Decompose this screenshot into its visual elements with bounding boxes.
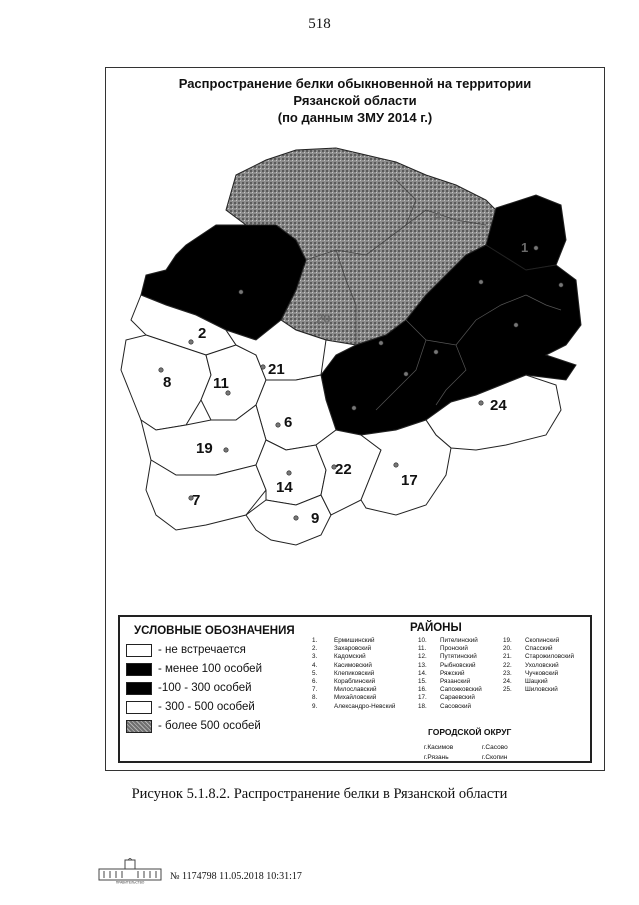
district-centre [224,448,228,452]
district-entry: 25. Шиловский [503,686,558,694]
district-centre [514,323,518,327]
district-entry: 24. Шацкий [503,678,548,686]
region-label-2: 2 [198,325,207,342]
district-entry: 3. Кадомский [312,653,366,661]
legend-swatch [126,720,152,733]
legend-label: - не встречается [158,644,246,656]
legend-item [126,642,246,658]
legend-item [126,661,262,677]
region-label-4: 4 [434,208,442,223]
region-label-9: 9 [311,510,320,527]
region-label-11: 11 [213,375,229,392]
district-centre [261,365,265,369]
district-centre [559,283,563,287]
district-entry: 7. Милославский [312,686,377,694]
district-centre [434,350,438,354]
district-centre [394,463,398,467]
city-sasovo: г.Сасово [482,744,508,751]
districts-column-2 [418,637,482,711]
government-logo-icon [98,858,162,884]
legend-label: - более 500 особей [158,720,261,732]
district-centre [404,372,408,376]
legend-swatch [126,663,152,676]
district-entry: 23. Чучковский [503,669,559,677]
legend-swatch [126,682,152,695]
district-centre [534,246,538,250]
district-entry: 12. Путятинский [418,653,477,661]
district-entry: 8. Михайловский [312,694,377,702]
district-entry: 19. Скопинский [503,637,560,644]
legend-heading: УСЛОВНЫЕ ОБОЗНАЧЕНИЯ [134,625,295,637]
region-map [106,130,586,570]
legend-swatch [126,644,152,657]
district-centre [479,401,483,405]
district-entry: 21. Старожиловский [503,653,574,661]
region-label-6: 6 [284,414,293,431]
region-label-21: 21 [268,361,285,378]
district-entry: 4. Касимовский [312,661,372,669]
districts-column-3 [503,637,574,694]
district-centre [189,340,193,344]
region-label-1: 1 [521,240,529,255]
district-centre [352,406,356,410]
district-entry: 2. Захаровский [312,645,372,653]
city-ryazan: г.Рязань [424,754,449,761]
region-label-17: 17 [401,472,418,489]
page-number: 518 [308,16,331,32]
district-entry: 14. Ряжский [418,669,465,677]
district-centre [294,516,298,520]
city-district-heading: ГОРОДСКОЙ ОКРУГ [428,727,512,737]
district-centre [239,290,243,294]
city-skopin: г.Скопин [482,754,508,761]
region-label-19: 19 [196,440,213,457]
district-entry: 11. Пронский [418,645,468,653]
district-entry: 16. Сапожковский [418,686,482,694]
district-entry: 9. Александро-Невский [312,702,396,710]
district-entry: 13. Рыбновский [418,661,476,669]
legend-item [126,680,252,696]
svg-text:ПРАВИТЕЛЬСТВО: ПРАВИТЕЛЬСТВО [115,880,145,884]
district-entry: 5. Клепиковский [312,669,375,677]
district-centre [479,280,483,284]
legend-label: -100 - 300 особей [158,682,252,694]
district-entry: 18. Сасовский [418,702,472,710]
region-label-20: 20 [316,311,331,326]
registration-stamp: № 1174798 11.05.2018 10:31:17 [170,871,302,882]
legend-label: - менее 100 особей [158,663,262,675]
district-entry: 1. Ермишинский [312,637,375,644]
legend-item [126,699,255,715]
district-entry: 6. Кораблинский [312,678,376,686]
legend-item [126,718,261,734]
map-title-line: Рязанской области [293,93,417,108]
region-label-22: 22 [335,461,352,478]
district-entry: 15. Рязанский [418,678,471,686]
region-label-24: 24 [490,397,507,414]
district-centre [276,423,280,427]
legend-label: - 300 - 500 особей [158,701,255,713]
region-label-7: 7 [192,492,201,509]
map-title-line: Распространение белки обыкновенной на территории [178,76,532,91]
district-centre [287,471,291,475]
map-title-line: (по данным ЗМУ 2014 г.) [277,110,433,125]
districts-heading: РАЙОНЫ [410,622,462,634]
districts-column-1 [312,637,395,711]
district-entry: 17. Сараевский [418,694,475,702]
district-centre [379,341,383,345]
district-entry: 20. Спасский [503,645,553,653]
figure-caption: Рисунок 5.1.8.2. Распространение белки в Рязанской области [131,786,508,802]
district-entry: 10. Пителинский [418,637,478,644]
city-kasimov: г.Касимов [424,744,454,751]
district-centre [159,368,163,372]
map-title [120,75,590,126]
region-label-8: 8 [163,374,172,391]
legend-swatch [126,701,152,714]
district-entry: 22. Ухоловский [503,661,559,669]
region-label-14: 14 [276,479,293,496]
